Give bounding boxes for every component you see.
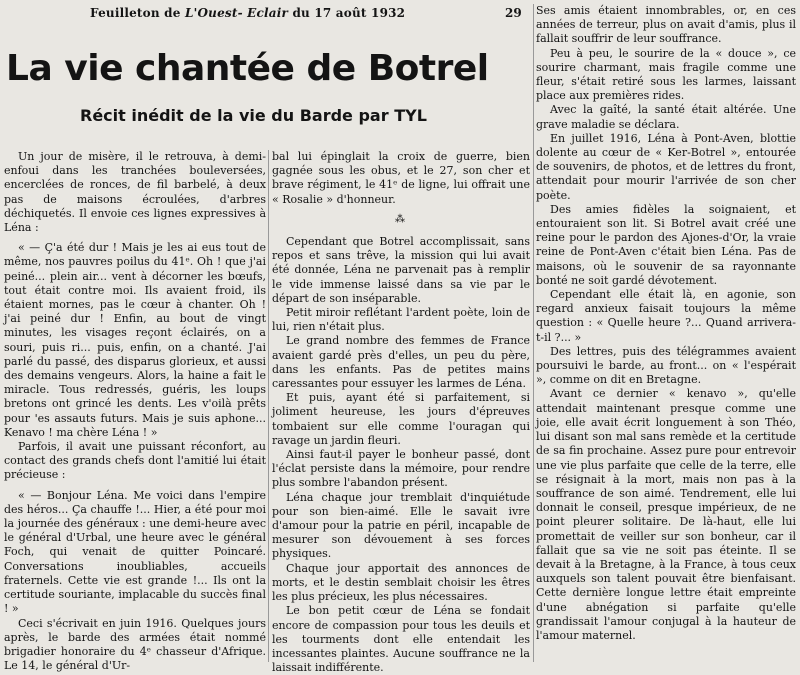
paragraph: Le grand nombre des femmes de France avaient gardé près d'elles, un peu du père, dans les enfants. Pas de petites mains caressantes pour essuyer les larmes de Léna. (272, 334, 530, 391)
header-publication: L'Ouest- Eclair (185, 6, 289, 20)
column-1 (4, 150, 266, 673)
paragraph: Le bon petit cœur de Léna se fondait encore de compassion pour tous les deuils et les tourments dont elle entendait les incessantes plaintes. Aucune souffrance ne la laissait indifférente. (272, 604, 530, 675)
article-title: La vie chantée de Botrel (6, 48, 489, 89)
paragraph: Avant ce dernier « kenavo », qu'elle attendait maintenant presque comme une joie, elle avait écrit longuement à son Théo, lui disant son mal sans remède et la certitude de sa fin prochaine. Assez pure pour entrevoir une vie plus parfaite que celle de la terre, elle se résignait à la mort, mais non pas à la souffrance de son aimé. Tendrement, elle lui donnait le conseil, presque impérieux, de ne point pleurer solitaire. De là-haut, elle lui promettait de veiller sur son bonheur, car il fallait que sa vie ne soit pas éteinte. Il se devait à la Bretagne, à la France, à tous ceux auxquels son talent pouvait être bienfaisant. Cette dernière longue lettre était empreinte d'une abnégation si parfaite qu'elle grandissait l'amour conjugal à la hauteur de l'amour maternel. (536, 387, 796, 642)
page-number: 29 (505, 6, 522, 20)
paragraph: Parfois, il avait une puissant réconfort, au contact des grands chefs dont l'amitié lui était précieuse : (4, 440, 266, 482)
paragraph: Chaque jour apportait des annonces de morts, et le destin semblait choisir les êtres les plus précieux, les plus nécessaires. (272, 561, 530, 604)
paragraph: Avec la gaîté, la santé était altérée. Une grave maladie se déclara. (536, 103, 796, 131)
header-date: du 17 août 1932 (288, 6, 406, 20)
paragraph: Des lettres, puis des télégrammes avaient poursuivi le barde, au front... on « l'espérait », comme on dit en Bretagne. (536, 344, 796, 387)
paragraph: En juillet 1916, Léna à Pont-Aven, blottie dolente au cœur de « Ker-Botrel », entourée de souvenirs, de photos, et de lettres du front, attendait pour mourir l'arrivée de son cher poète. (536, 131, 796, 202)
paragraph: Des amies fidèles la soignaient, et entouraient son lit. Si Botrel avait créé une reine pour le pardon des Ajones-d'Or, la vraie reine de Pont-Aven c'était bien Léna. Pas de maisons, où le souvenir de sa rayonnante bonté ne soit gardé dévotement. (536, 202, 796, 287)
paragraph: « — Bonjour Léna. Me voici dans l'empire des héros... Ça chauffe !... Hier, a été pour moi la journée des généraux : une demi-heure avec le général d'Urbal, une heure avec le général Foch, qui venait de quitter Poincaré. Conversations inoubliables, accueils fraternels. Cette vie est grande !... Ils ont la certitude souriante, implacable du succès final ! » (4, 488, 266, 616)
column-3 (536, 4, 796, 662)
paragraph: Cependant que Botrel accomplissait, sans repos et sans trêve, la mission qui lui avait été donnée, Léna ne parvenait pas à remplir le vide immense laissé dans sa vie par le départ de son inséparable. (272, 235, 530, 305)
column-2 (272, 150, 530, 675)
paragraph: Un jour de misère, il le retrouva, à demi-enfoui dans les tranchées bouleversées, encerclées de ronces, de fil barbelé, à deux pas de maisons écroulées, d'arbres déchiquetés. Il envoie ces lignes expressives à Léna : (4, 150, 266, 235)
paragraph: Léna chaque jour tremblait d'inquiétude pour son bien-aimé. Elle le savait ivre d'amour pour la patrie en péril, incapable de mesurer son dévouement à ses forces physiques. (272, 490, 530, 561)
column-divider (268, 150, 269, 662)
paragraph: Ceci s'écrivait en juin 1916. Quelques jours après, le barde des armées était nommé brigadier honoraire du 4ᵉ chasseur d'Afrique. Le 14, le général d'Ur- (4, 616, 266, 673)
paragraph: « — Ç'a été dur ! Mais je les ai eus tout de même, nos pauvres poilus du 41ᵉ. Oh ! que j'ai peiné... plein air... vent à décorner les bœufs, tout était contre moi. Ils avaient froid, ils étaient mornes, pas le cœur à chanter. Oh ! j'ai peiné dur ! Enfin, au bout de vingt minutes, les visages reçont éclairés, on a souri, puis ri... puis, enfin, on a chanté. J'ai parlé du passé, des disparus glorieux, et aussi des demains vengeurs. Alors, la haine a fait le miracle. Tous redressés, guéris, les loups bretons ont grincé les dents. Les v'oilà prêts pour 'es assauts futurs. Mais je suis aphone... Kenavo ! ma chère Léna ! » (4, 241, 266, 439)
paragraph: Ses amis étaient innombrables, or, en ces années de terreur, plus on avait d'amis, plus il fallait souffrir de leur souffrance. (536, 4, 796, 46)
section-separator: ⁂ (395, 213, 407, 225)
paragraph: Et puis, ayant été si parfaitement, si joliment heureuse, les jours d'épreuves tombaient sur elle comme l'ouragan qui ravage un jardin fleuri. (272, 391, 530, 447)
page-header (90, 6, 530, 20)
paragraph: Peu à peu, le sourire de la « douce », ce sourire charmant, mais fragile comme une fleur, s'était retiré sous les larmes, laissant place aux premières rides. (536, 46, 796, 103)
column-divider (533, 4, 534, 662)
paragraph: Cependant elle était là, en agonie, son regard anxieux faisait toujours la même question : « Quelle heure ?... Quand arrivera-t-il ?... » (536, 288, 796, 344)
paragraph: Ainsi faut-il payer le bonheur passé, dont l'éclat persiste dans la mémoire, pour rendre plus sombre l'abandon présent. (272, 448, 530, 490)
paragraph: Petit miroir reflétant l'ardent poète, loin de lui, rien n'était plus. (272, 306, 530, 334)
article-subtitle: Récit inédit de la vie du Barde par TYL (80, 106, 427, 125)
paragraph: bal lui épinglait la croix de guerre, bien gagnée sous les obus, et le 27, son cher et brave régiment, le 41ᵉ de ligne, lui offrait une « Rosalie » d'honneur. (272, 150, 530, 206)
header-prefix: Feuilleton de (90, 6, 185, 20)
